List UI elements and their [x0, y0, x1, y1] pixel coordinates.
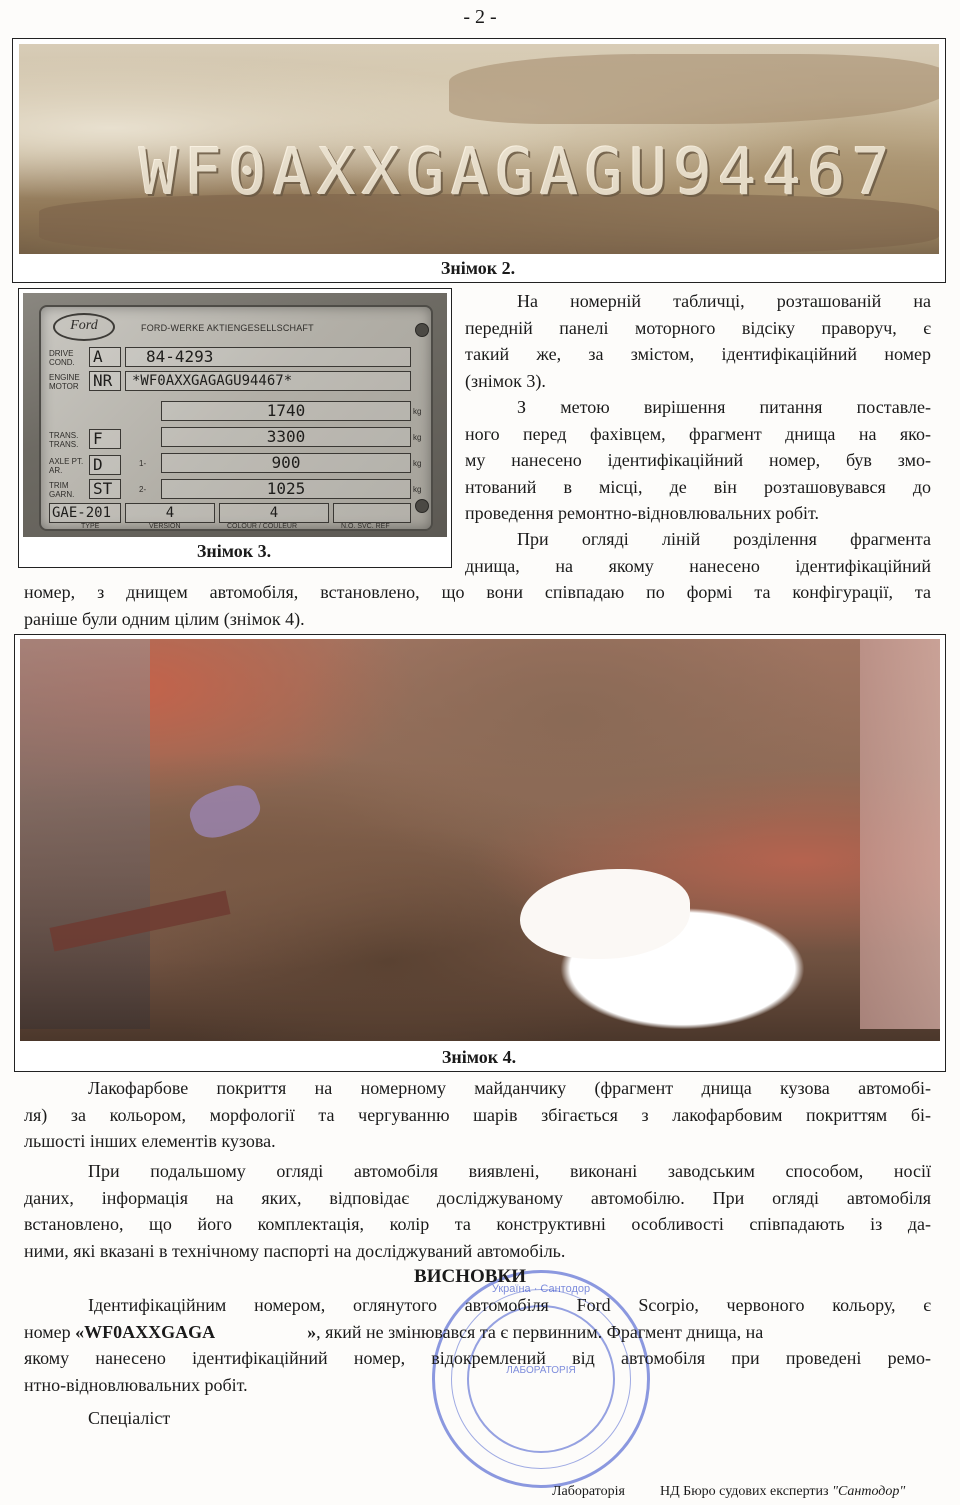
- axle-2-number: 2-: [139, 485, 147, 494]
- label-trim: TRIM GARN.: [49, 481, 75, 499]
- weight-train: 3300: [161, 427, 411, 447]
- conclusion-paragraph: [24, 1292, 931, 1398]
- axle-1-number: 1-: [139, 459, 147, 468]
- underbody-photo: [20, 639, 940, 1041]
- code-drive: A: [89, 347, 121, 367]
- stamp-center-text: ЛАБОРАТОРІЯ: [506, 1365, 576, 1376]
- stamped-vin: WF0AXXGAGAGU94467: [139, 136, 897, 210]
- id-plate-photo: [23, 293, 447, 537]
- text-line: днища, на якому нанесено ідентифікаційний: [465, 555, 931, 576]
- paragraph-removal: [465, 394, 931, 527]
- vin-close-quote: »: [307, 1321, 317, 1342]
- footer-version: VERSION: [149, 523, 181, 530]
- weight-axle-2: 1025: [161, 479, 411, 499]
- photo-4-frame: [14, 634, 946, 1072]
- unit-kg: kg: [413, 485, 422, 494]
- paragraph-separation-cont: [24, 579, 931, 632]
- text-line: (знімок 3).: [465, 370, 546, 391]
- text-line: ля) за кольором, морфології та чергуванню шарів збігається з лакофарбовим покриттям бі-: [24, 1104, 931, 1125]
- page-number: - 2 -: [463, 6, 497, 28]
- text-fragment: , який не змінювався та є первинним. Фрагмент днища, на: [316, 1321, 764, 1342]
- code-axle: D: [89, 455, 121, 475]
- label-drive: DRIVE COND.: [49, 349, 75, 367]
- plate-vin: *WF0AXXGAGAGU94467*: [125, 371, 411, 391]
- photo-2-frame: [12, 38, 946, 283]
- footer-laboratory: Лабораторія: [552, 1484, 625, 1499]
- text-line: нтно-відновлювальних робіт.: [24, 1374, 248, 1395]
- weight-gross: 1740: [161, 401, 411, 421]
- text-line: даних, інформація на яких, відповідає досліджуваному автомобілю. При огляді автомобіля: [24, 1187, 931, 1208]
- footer-bureau-name: "Сантодор": [832, 1484, 906, 1499]
- text-line: На номерній табличці, розташованій на: [517, 291, 931, 311]
- text-fragment: номер: [24, 1321, 76, 1342]
- code-trans: F: [89, 429, 121, 449]
- label-trans: TRANS. TRANS.: [49, 431, 79, 449]
- footer-colour: COLOUR / COULEUR: [227, 523, 298, 530]
- unit-kg: kg: [413, 459, 422, 468]
- label-axle: AXLE PT. AR.: [49, 457, 84, 475]
- text-line: му нанесено ідентифікаційний номер, був змо-: [465, 450, 931, 470]
- svc-ref-box: [333, 503, 411, 523]
- text-line: При подальшому огляді автомобіля виявлені, виконані заводським способом, носії: [88, 1161, 931, 1181]
- weight-axle-1: 900: [161, 453, 411, 473]
- paragraph-inspection: [24, 1158, 931, 1264]
- text-line: встановлено, що його комплектація, колір та конструктивні особливості співпадають із да-: [24, 1214, 931, 1234]
- footer-bureau-label: НД Бюро судових експертиз: [660, 1484, 829, 1499]
- conclusions-heading: ВИСНОВКИ: [414, 1266, 526, 1287]
- type-code: GAE-201: [49, 503, 121, 523]
- footer-svc: N.O. SVC. REF: [341, 523, 390, 530]
- code-trim: ST: [89, 479, 121, 499]
- text-line: ними, які вказані в технічному паспорті на досліджуваний автомобіль.: [24, 1240, 566, 1261]
- paragraph-plate: [465, 288, 931, 394]
- text-line: Лакофарбове покриття на номерному майданчику (фрагмент днища кузова автомобі-: [88, 1078, 931, 1098]
- footer-type: TYPE: [81, 523, 100, 530]
- label-engine: ENGINE MOTOR: [49, 373, 80, 391]
- text-line: нтований в місці, де він розташовувався до: [465, 476, 931, 497]
- text-line: номер, з днищем автомобіля, встановлено, що вони співпадаю по формі та конфігурації, та: [24, 582, 931, 602]
- approval-number: 84-4293: [125, 347, 411, 367]
- photo-2-caption: Знімок 2.: [440, 258, 516, 278]
- rivet-icon: [415, 499, 429, 513]
- text-line: При огляді ліній розділення фрагмента: [517, 529, 931, 549]
- text-line: льшості інших елементів кузова.: [24, 1131, 276, 1151]
- photo-4-caption: Знімок 4.: [441, 1047, 517, 1067]
- photo-3-frame: [18, 288, 452, 568]
- text-line: [24, 1319, 931, 1346]
- code-engine: NR: [89, 371, 121, 391]
- text-line: Ідентифікаційним номером, оглянутого автомобіля Ford Scorpio, червоного кольору, є: [88, 1295, 931, 1315]
- plate-manufacturer: FORD-WERKE AKTIENGESELLSCHAFT: [141, 323, 314, 333]
- specialist-label: Спеціаліст: [88, 1408, 171, 1428]
- text-line: З метою вирішення питання поставле-: [517, 397, 931, 417]
- vin-stamp-photo: [19, 44, 939, 254]
- paragraph-separation: [465, 526, 931, 579]
- paragraph-paint: [24, 1075, 931, 1155]
- text-line: ного перед фахівцем, фрагмент днища на яко-: [465, 423, 931, 444]
- text-line: якому нанесено ідентифікаційний номер, відокремлений від автомобіля при проведені ремо-: [24, 1348, 931, 1368]
- vin-number: «WF0AXXGAGA: [75, 1321, 216, 1342]
- photo-3-caption: Знімок 3.: [196, 541, 272, 561]
- version-code: 4: [125, 503, 215, 523]
- footer-bureau: [660, 1484, 905, 1500]
- colour-code: 4: [219, 503, 329, 523]
- text-line: такий же, за змістом, ідентифікаційний номер: [465, 344, 931, 364]
- unit-kg: kg: [413, 407, 422, 416]
- ford-logo: Ford: [53, 313, 115, 341]
- text-line: передній панелі моторного відсіку праворуч, є: [465, 317, 931, 338]
- text-line: проведення ремонтно-відновлювальних робіт.: [465, 503, 819, 523]
- id-plate: [39, 305, 433, 531]
- text-line: раніше були одним цілим (знімок 4).: [24, 608, 305, 629]
- rivet-icon: [415, 323, 429, 337]
- stamp-top-text: Україна · Сантодор: [491, 1283, 591, 1295]
- unit-kg: kg: [413, 433, 422, 442]
